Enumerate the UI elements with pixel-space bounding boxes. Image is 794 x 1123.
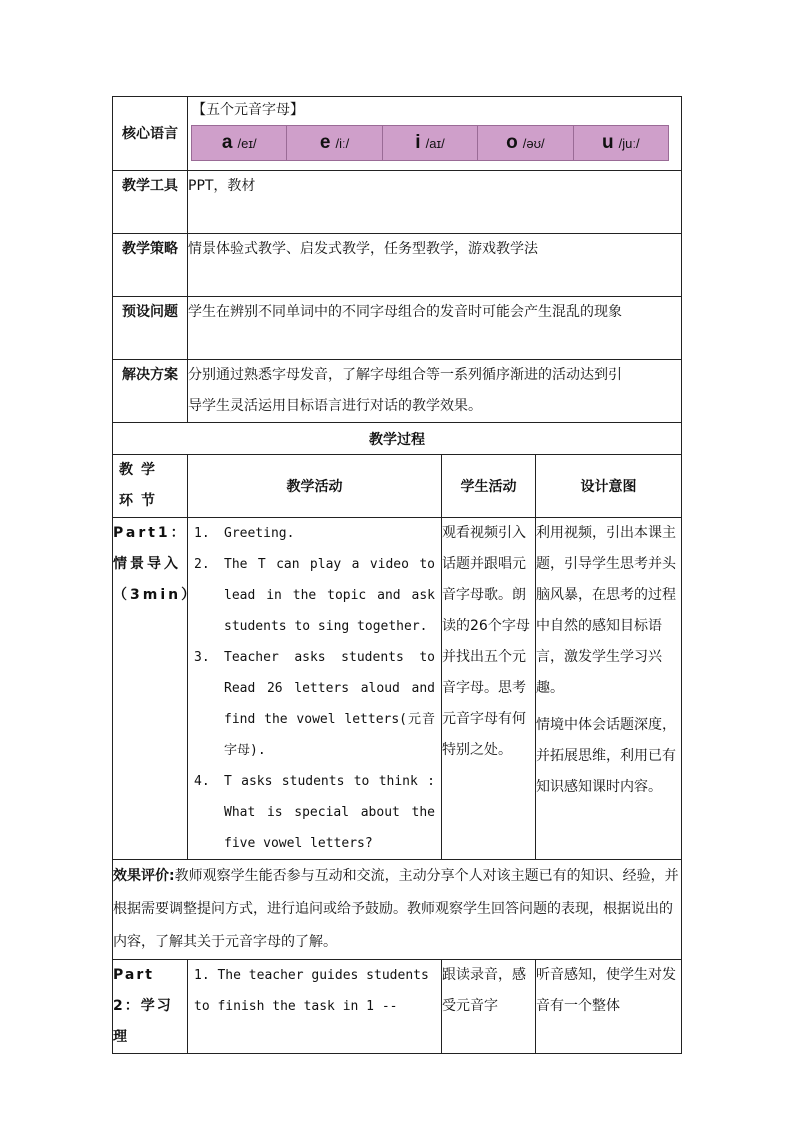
process-title-row xyxy=(113,423,682,455)
header-design-intent: 设计意图 xyxy=(536,455,682,518)
lesson-plan-table xyxy=(112,96,682,1054)
tools-label: 教学工具 xyxy=(113,171,188,234)
part1-label: Part1：情景导入（3min） xyxy=(113,518,188,860)
vowel-table xyxy=(191,125,669,161)
part2-student-activity: 跟读录音，感受元音字 xyxy=(442,960,536,1054)
solution-text: 分别通过熟悉字母发音，了解字母组合等一系列循序渐进的活动达到引导学生灵活运用目标语言进行对话的教学效果。 xyxy=(188,360,682,423)
part2-row xyxy=(113,960,682,1054)
activity-item: 1. Greeting. xyxy=(194,526,295,541)
part1-student-activity: 观看视频引入话题并跟唱元音字母歌。朗读的26个字母并找出五个元音字母。思考元音字母有何特别之处。 xyxy=(442,518,536,860)
solution-row xyxy=(113,360,682,423)
process-title: 教学过程 xyxy=(113,423,682,455)
tools-text: PPT，教材 xyxy=(188,171,682,234)
header-stage: 教学环节 xyxy=(113,455,188,518)
vowel-title: 【五个元音字母】 xyxy=(192,102,304,118)
problem-text: 学生在辨别不同单词中的不同字母组合的发音时可能会产生混乱的现象 xyxy=(188,297,682,360)
core-language-label: 核心语言 xyxy=(113,97,188,171)
activity-item: 4. T asks students to think : What is special about the five vowel letters? xyxy=(194,774,435,851)
problem-label: 预设问题 xyxy=(113,297,188,360)
part2-activity: 1. The teacher guides students to finish the task in 1 -- xyxy=(188,960,442,1054)
evaluation-label: 效果评价: xyxy=(113,868,175,884)
strategy-label: 教学策略 xyxy=(113,234,188,297)
part2-label: Part 2：学习理 xyxy=(113,960,188,1054)
activity-item: 3. Teacher asks students to Read 26 letters aloud and find the vowel letters(元音字母). xyxy=(194,650,435,758)
part1-row xyxy=(113,518,682,860)
intent-paragraph-2: 情境中体会话题深度，并拓展思维，利用已有知识感知课时内容。 xyxy=(536,717,676,795)
core-language-row xyxy=(113,97,682,171)
intent-paragraph-1: 利用视频，引出本课主题，引导学生思考并头脑风暴，在思考的过程中自然的感知目标语言，激发学生学习兴趣。 xyxy=(536,525,676,696)
activity-item: 2. The T can play a video to lead in the topic and ask students to sing together. xyxy=(194,557,435,634)
vowel-e: e /iː/ xyxy=(287,126,382,161)
part1-activities xyxy=(188,518,442,860)
strategy-row xyxy=(113,234,682,297)
evaluation-row xyxy=(113,860,682,960)
strategy-text: 情景体验式教学、启发式教学，任务型教学，游戏教学法 xyxy=(188,234,682,297)
core-language-cell xyxy=(188,97,682,171)
process-header-row xyxy=(113,455,682,518)
problem-row xyxy=(113,297,682,360)
vowel-i: i /aɪ/ xyxy=(382,126,477,161)
vowel-a: a /eɪ/ xyxy=(192,126,287,161)
vowel-o: o /əʊ/ xyxy=(478,126,573,161)
evaluation-text: 教师观察学生能否参与互动和交流，主动分享个人对该主题已有的知识、经验，并根据需要调整提问方式，进行追问或给予鼓励。教师观察学生回答问题的表现，根据说出的内容，了解其关于元音字母的了解。 xyxy=(113,868,679,950)
part1-design-intent xyxy=(536,518,682,860)
part2-design-intent: 听音感知，使学生对发音有一个整体 xyxy=(536,960,682,1054)
evaluation-cell xyxy=(113,860,682,960)
header-student-activity: 学生活动 xyxy=(442,455,536,518)
vowel-u: u /juː/ xyxy=(573,126,668,161)
solution-label: 解决方案 xyxy=(113,360,188,423)
header-teacher-activity: 教学活动 xyxy=(188,455,442,518)
tools-row xyxy=(113,171,682,234)
